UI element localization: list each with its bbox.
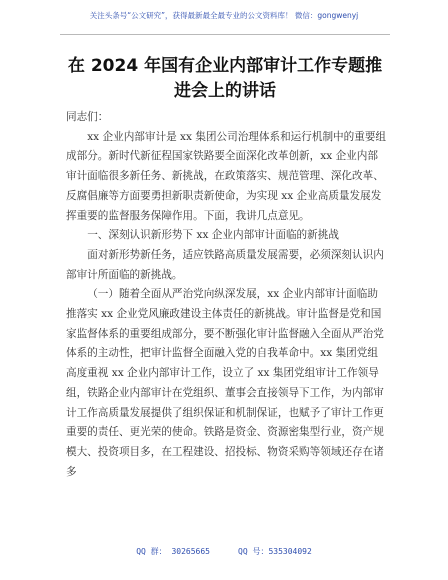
paragraph-subsection-1: （一）随着全面从严治党向纵深发展，xx 企业内部审计面临助推落实 xx 企业党风廉政建设主体责任的新挑战。审计监督是党和国家监督体系的重要组成部分，要不断强化审计监督融入全面从严治党体系的主动性，把审计监督全面融入党的自我革命中。xx 集团党组高度重视 xx 企业内部审计工作，设立了 xx 集团党组审计工作领导组，铁路企业内部审计在党组织、董事会直接领导下工作，为内部审计工作高质量发展提供了组织保证和机制保证，也赋予了审计工作更重要的责任、更光荣的使命。铁路是资金、资源密集型行业，资产规模大、投资项目多，在工程建设、招投标、物资采购等领域还存在诸多 <box>66 288 384 478</box>
paragraph-section-intro: 面对新形势新任务，适应铁路高质量发展需要，必须深刻认识内部审计所面临的新挑战。 <box>66 248 384 281</box>
footer <box>0 546 448 557</box>
footer-qq-number: QQ 号：535304092 <box>238 547 312 556</box>
section-heading-1: 一、深刻认识新形势下 xx 企业内部审计面临的新挑战 <box>87 229 339 242</box>
document-body <box>66 108 388 482</box>
footer-qq-group: QQ 群： 30265665 <box>136 547 210 556</box>
document-title: 在 2024 年国有企业内部审计工作专题推进会上的讲话 <box>67 56 383 101</box>
greeting: 同志们： <box>66 111 109 123</box>
header-divider <box>60 34 390 35</box>
header-note: 关注头条号“公文研究”，获得最新最全最专业的公文资料库！ 微信：gongwenyj <box>89 11 359 20</box>
paragraph-intro: xx 企业内部审计是 xx 集团公司治理体系和运行机制中的重要组成部分。新时代新征程国家铁路要全面深化改革创新，xx 企业内部审计面临很多新任务、新挑战，在政策落实、规范管理、深化改革、反腐倡廉等方面要勇担新职责新使命，为实现 xx 企业高质量发展发挥重要的监督服务保障作用。下面，我讲几点意见。 <box>66 130 387 222</box>
